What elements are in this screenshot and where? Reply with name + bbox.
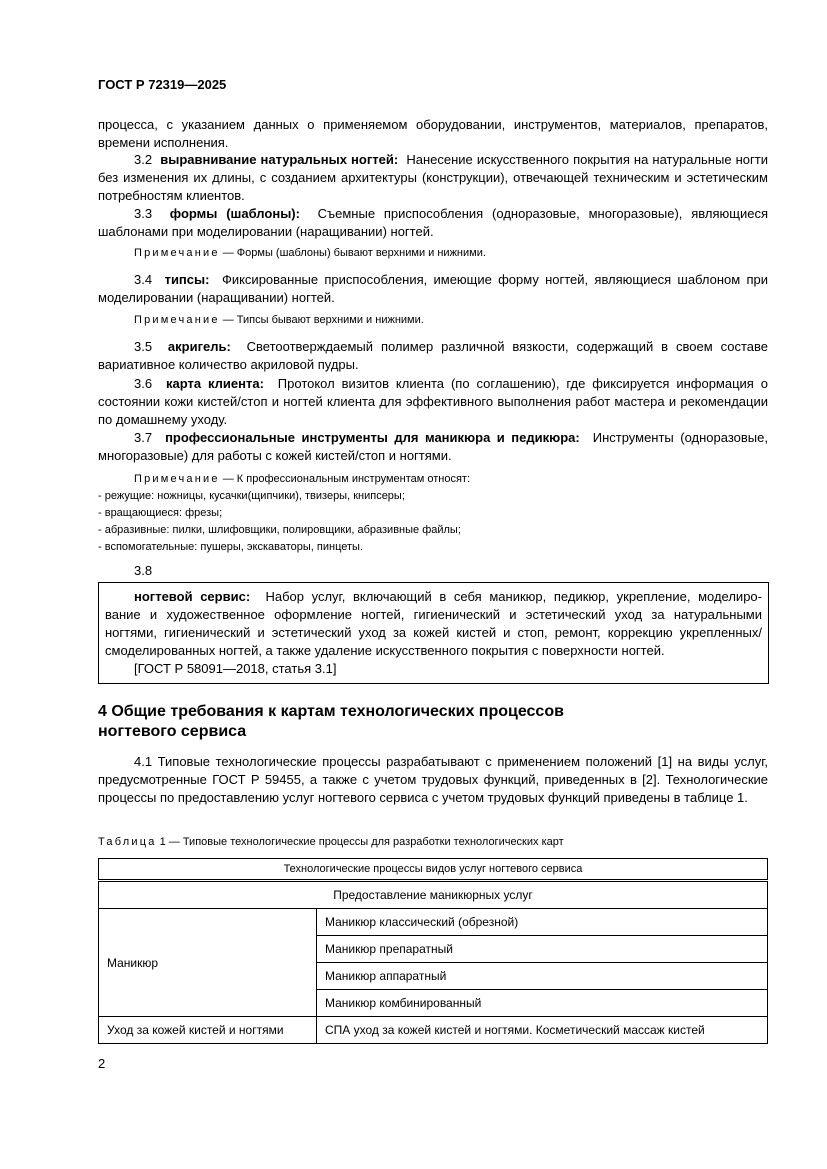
note-text: — К профессиональным инструментам относят: (222, 473, 471, 485)
section-title-line: 4 Общие требования к картам технологических процессов (98, 703, 564, 720)
note-text: — Формы (шаблоны) бывают верхними и нижними. (222, 247, 486, 259)
list-item: - вращающиеся: фрезы; (98, 507, 223, 519)
clause-number: 3.7 (134, 430, 153, 445)
term-line-4: смоделированных ногтей, а также удаление искусственного покрытия с поверхности ногтей. (105, 643, 665, 658)
clause-number: 3.5 (134, 339, 153, 354)
term-definition-box (98, 582, 769, 684)
table-caption-text: 1 — Типовые технологические процессы для разработки технологических карт (159, 836, 564, 848)
clause-text: Съемные приспособления (одноразовые, многоразовые), являющиеся шаблонами при моделировании (наращивании) ногтей. (98, 206, 768, 239)
table-cell: СПА уход за кожей кистей и ногтями. Косметический массаж кистей (317, 1017, 768, 1044)
document-id: ГОСТ Р 72319—2025 (98, 77, 227, 92)
table-cell: Маникюр комбинированный (317, 990, 768, 1017)
clause-term: карта клиента: (165, 376, 264, 391)
table-subheader-cell: Предоставление маникюрных услуг (99, 881, 768, 909)
table-cell: Маникюр аппаратный (317, 963, 768, 990)
clause-3-8-number: 3.8 (134, 563, 153, 578)
term-text: Набор услуг, включающий в себя маникюр, педикюр, укрепление, моделиро- (265, 589, 762, 604)
term-name: ногтевой сервис: (134, 589, 251, 604)
clause-term: типсы: (164, 272, 210, 287)
table-header-row (99, 859, 768, 881)
clause-4-1: 4.1 Типовые технологические процессы разрабатывают с применением положений [1] на виды услуг, предусмотренные ГОСТ Р 59455, а также с учетом трудовых функций, приведенных в [2]. Технологические процессы по предоставлению услуг ногтевого сервиса с учетом трудовых функций приведены в таблице 1. (98, 754, 768, 805)
table-row (99, 909, 768, 936)
clause-term: профессиональные инструменты для маникюра и педикюра: (165, 430, 580, 445)
table-cell: Маникюр классический (обрезной) (317, 909, 768, 936)
clause-3-2 (98, 151, 768, 205)
clause-3-5 (98, 338, 768, 374)
term-line-2: вание и художественное оформление ногтей, гигиенический и эстетический уход за натуральными (105, 607, 762, 622)
clause-text: Инструменты (одноразовые, многоразовые) для работы с кожей кистей/стоп и ногтями. (98, 430, 768, 463)
section-title-line: ногтевого сервиса (98, 723, 247, 740)
clause-number: 3.6 (134, 376, 153, 391)
table-header-cell: Технологические процессы видов услуг ногтевого сервиса (99, 859, 768, 881)
clause-text: Светоотверждаемый полимер различной вязкости, содержащий в своем составе вариативное количество акриловой пудры. (98, 339, 768, 372)
table-cell-manicure: Маникюр (99, 909, 317, 1017)
clause-number: 3.4 (134, 272, 153, 287)
table-cell: Маникюр препаратный (317, 936, 768, 963)
clause-term: акригель: (167, 339, 231, 354)
note-label: Примечание (134, 473, 220, 485)
clause-term: выравнивание натуральных ногтей: (160, 152, 399, 167)
term-line-1 (134, 588, 762, 606)
clause-text: Фиксированные приспособления, имеющие форму ногтей, являющиеся шаблоном при моделировании (наращивании) ногтей. (98, 272, 768, 305)
note-3-7 (98, 471, 768, 488)
note-3-4 (98, 312, 768, 329)
table-subheader-row (99, 881, 768, 909)
clause-number: 3.3 (134, 206, 153, 221)
note-list (98, 488, 768, 556)
note-3-3 (98, 245, 768, 262)
table-row (99, 1017, 768, 1044)
table-caption (98, 836, 564, 848)
list-item: - режущие: ножницы, кусачки(щипчики), твизеры, книпсеры; (98, 490, 405, 502)
clause-text: Нанесение искусственного покрытия на натуральные ногти без изменения их длины, с созданием архитектуры (конструкции), отвечающей техническим и эстетическим потребностям клиентов. (98, 152, 768, 203)
table-cell-care: Уход за кожей кистей и ногтями (99, 1017, 317, 1044)
clause-term: формы (шаблоны): (169, 206, 300, 221)
clause-3-7 (98, 429, 768, 465)
term-reference: [ГОСТ Р 58091—2018, статья 3.1] (134, 661, 337, 676)
table-caption-label: Таблица (98, 836, 157, 848)
note-label: Примечание (134, 314, 220, 326)
list-item: - абразивные: пилки, шлифовщики, полировщики, абразивные файлы; (98, 524, 461, 536)
term-line-3: ногтями, гигиенический и эстетический уход за кожей кистей и стоп, ремонт, коррекцию укрепленных/ (105, 625, 762, 640)
table-1 (98, 858, 768, 1044)
note-text: — Типсы бывают верхними и нижними. (222, 314, 424, 326)
paragraph-continuation: процесса, с указанием данных о применяемом оборудовании, инструментов, материалов, препаратов, времени исполнения. (98, 117, 768, 150)
clause-3-4 (98, 271, 768, 307)
section-4-title (98, 702, 698, 742)
clause-3-3 (98, 205, 768, 241)
clause-text: Протокол визитов клиента (по соглашению), где фиксируется информация о состоянии кожи кистей/стоп и ногтей клиента для эффективного выполнения работ мастера и рекомендации по домашнему уходу. (98, 376, 769, 427)
list-item: - вспомогательные: пушеры, экскаваторы, пинцеты. (98, 541, 363, 553)
page-number: 2 (98, 1056, 106, 1071)
clause-3-6 (98, 375, 768, 429)
clause-number: 3.2 (134, 152, 153, 167)
note-label: Примечание (134, 247, 220, 259)
